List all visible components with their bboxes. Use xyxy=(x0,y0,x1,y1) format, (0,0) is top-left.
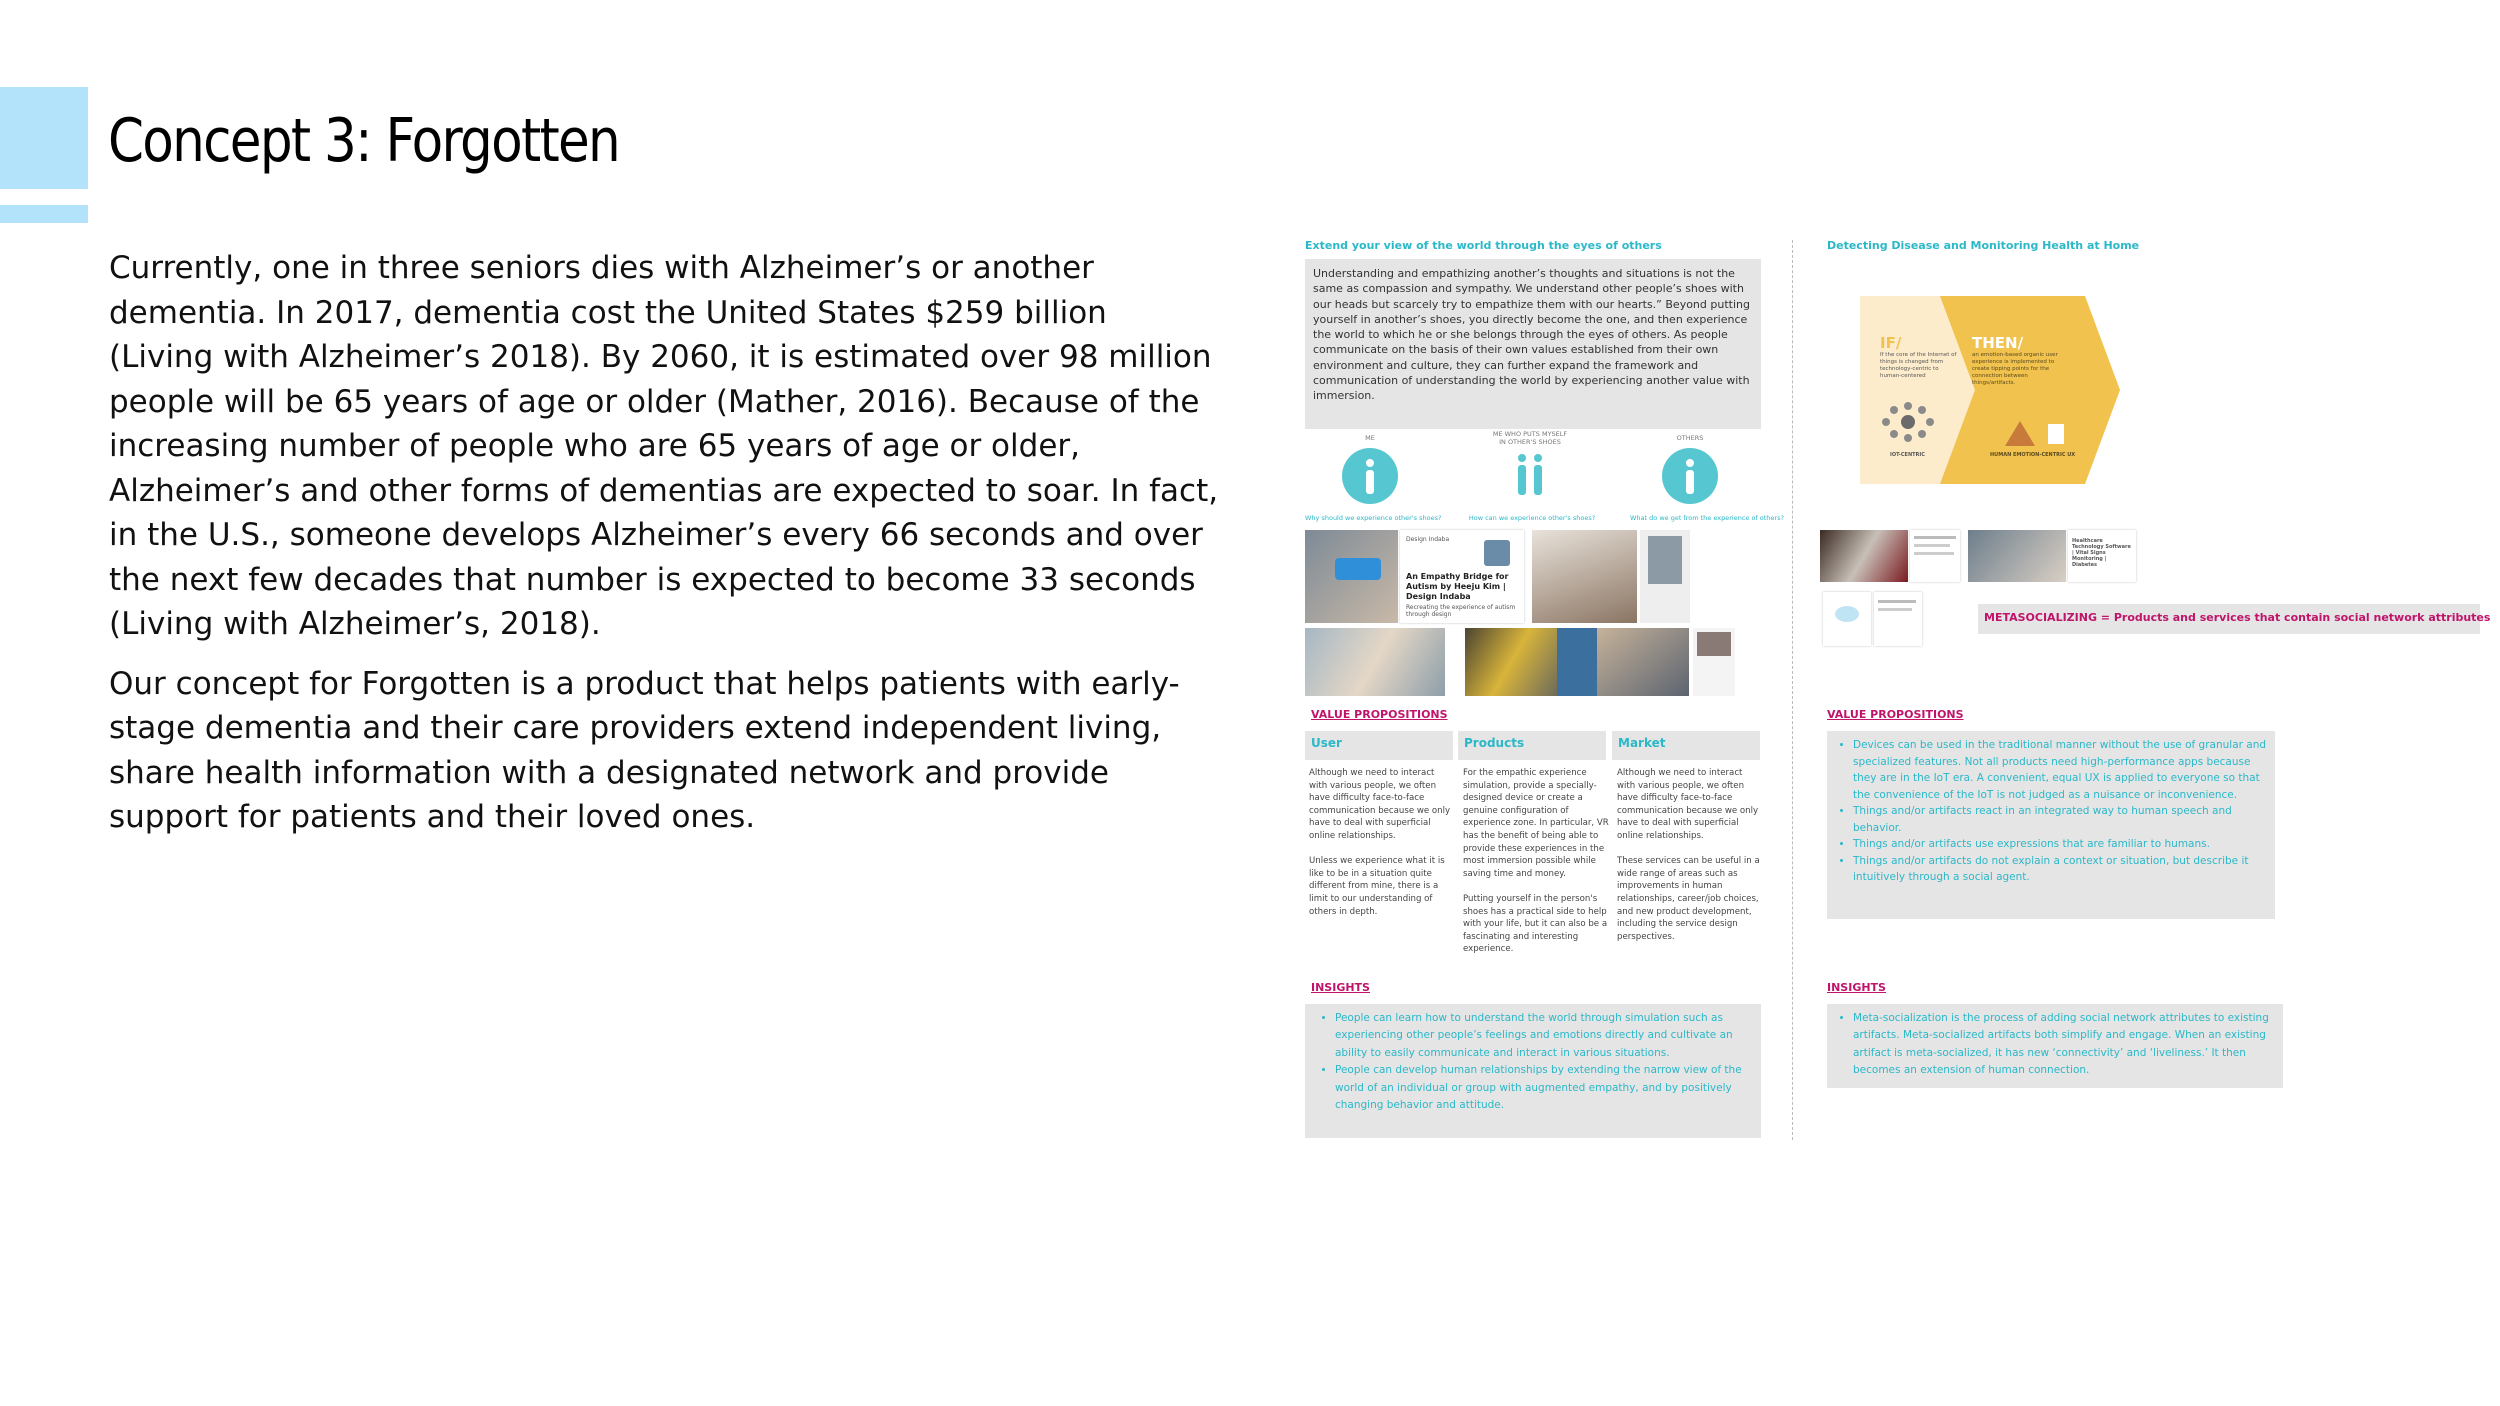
healthcare-card-title: Healthcare Technology Software | Vital Signs Monitoring | Diabetes xyxy=(2072,538,2131,568)
left-insight-1: • People can learn how to understand the world through simulation such as experiencing other people’s feelings and emotions directly and cultivate an ability to easily communicate and interact in various situations. xyxy=(1335,1010,1755,1062)
if-label: IF/ xyxy=(1880,334,1902,352)
column-head-user: User xyxy=(1305,731,1453,760)
figure-question-3: What do we get from the experience of others? xyxy=(1630,514,1784,522)
figure-label-shoes: ME WHO PUTS MYSELF IN OTHER'S SHOES xyxy=(1492,430,1568,446)
if-text: If the core of the Internet of things is changed from technology-centric to human-centered xyxy=(1880,352,1957,379)
left-insights-box xyxy=(1305,1004,1761,1138)
poster-left-intro: Understanding and empathizing another’s thoughts and situations is not the same as compassion and sympathy. We understand other people’s shoes with our heads but scarcely try to empathize them with our hearts.” Beyond putting yourself in another’s shoes, you directly become the one, and then experience the world to which he or she belongs through the eyes of others. As people communicate on the basis of their own values established from their own environment and culture, they can further expand the framework and communication of understanding the world by experiencing another value with immersion. xyxy=(1305,259,1761,429)
left-value-propositions-heading: VALUE PROPOSITIONS xyxy=(1311,708,1448,721)
card-subtitle: Recreating the experience of autism through design xyxy=(1406,604,1516,618)
left-insights-heading: INSIGHTS xyxy=(1311,981,1370,994)
vr-user-photo xyxy=(1597,628,1689,696)
right-value-propositions-heading: VALUE PROPOSITIONS xyxy=(1827,708,1964,721)
empathy-photo-2 xyxy=(1640,530,1690,623)
column-head-market: Market xyxy=(1612,731,1760,760)
figure-question-1: Why should we experience other's shoes? xyxy=(1305,514,1442,522)
right-vp-4: • Things and/or artifacts do not explain a context or situation, but describe it intuitively through a social agent. xyxy=(1853,853,2269,886)
right-insight-1: • Meta-socialization is the process of adding social network attributes to existing artifacts. Meta-socialized artifacts both simplify and engage. When an existing artifact is meta-socialized, it has new ‘connectivity’ and ‘liveliness.’ It then becomes an extension of human connection. xyxy=(1853,1010,2277,1080)
healthcare-card xyxy=(2068,530,2136,582)
poster-left-title: Extend your view of the world through the eyes of others xyxy=(1305,239,1662,252)
card-source: Design Indaba xyxy=(1406,536,1450,543)
card-title: An Empathy Bridge for Autism by Heeju Kim | Design Indaba xyxy=(1406,572,1509,601)
vr-headset-photo xyxy=(1305,530,1398,623)
poster-right-title: Detecting Disease and Monitoring Health at Home xyxy=(1827,239,2140,252)
right-insights-box xyxy=(1827,1004,2283,1088)
classroom-photo xyxy=(1305,628,1445,696)
column-head-products: Products xyxy=(1458,731,1606,760)
figure-label-me: ME xyxy=(1365,434,1375,442)
person-icon-others xyxy=(1662,448,1718,504)
device-photo xyxy=(1823,592,1871,646)
left-insight-2: • People can develop human relationships by extending the narrow view of the world of an individual or group with augmented empathy, and by positively changing behavior and attitude. xyxy=(1335,1062,1755,1114)
column-text-user: Although we need to interact with various people, we often have difficulty face-to-face communication because we only have to deal with superficial online relationships. Unless we experience what it is like to be in a situation quite different from mine, there is a limit to our understanding of others in depth. xyxy=(1309,768,1451,917)
gallery-photo xyxy=(1465,628,1557,696)
then-label: THEN/ xyxy=(1972,334,2024,352)
if-then-diagram xyxy=(1860,296,2120,484)
right-vp-2: • Things and/or artifacts react in an integrated way to human speech and behavior. xyxy=(1853,803,2269,836)
paragraph-2: Our concept for Forgotten is a product that helps patients with early-stage dementia and their care providers extend independent living, share health information with a designated network and provide support for patients and their loved ones. xyxy=(109,665,1180,835)
figure-label-others: OTHERS xyxy=(1676,434,1704,442)
person-icon-me xyxy=(1342,448,1398,504)
article-card-1 xyxy=(1910,530,1960,582)
empathy-photo-1 xyxy=(1532,530,1637,623)
column-text-products: For the empathic experience simulation, provide a specially- designed device or create a genuine configuration of experience zone. In particular, VR has the benefit of being able to provide these experiences in the most immersion possible while saving time and money. Putting yourself in the person's shoes has a practical side to help with your life, but it can also be a fascinating and interesting experience. xyxy=(1463,768,1609,955)
human-label: HUMAN EMOTION-CENTRIC UX xyxy=(1990,452,2076,458)
right-vp-1: • Devices can be used in the traditional manner without the use of granular and specialized features. Not all products need high-performance apps because they are in the IoT era. A convenient, equal UX is applied to everyone so that the convenience of the IoT is not judged as a nuisance or inconvenience. xyxy=(1853,737,2269,803)
accent-block-bottom xyxy=(0,205,88,223)
elder-photo xyxy=(1968,530,2066,582)
iot-label: IOT-CENTRIC xyxy=(1890,452,1925,458)
body-text xyxy=(109,246,1219,855)
home-photo xyxy=(1820,530,1908,582)
poster-divider xyxy=(1792,240,1793,1140)
column-text-market: Although we need to interact with various people, we often have difficulty face-to-face communication because we only have to deal with superficial online relationships. These services can be useful in a wide range of areas such as improvements in human relationships, career/job choices, and new product development, including the service design perspectives. xyxy=(1617,768,1760,942)
slide-title: Concept 3: Forgotten xyxy=(108,106,619,176)
blue-photo xyxy=(1557,628,1597,696)
metasocializing-banner: METASOCIALIZING = Products and services that contain social network attributes xyxy=(1978,604,2480,634)
paragraph-1: Currently, one in three seniors dies with Alzheimer’s or another dementia. In 2017, dementia cost the United States $259 billion (Living with Alzheimer’s 2018). By 2060, it is estimated over 98 million people will be 65 years of age or older (Mather, 2016). Because of the increasing number of people who are 65 years of age or older, Alzheimer’s and other forms of dementias are expected to soar. In fact, in the U.S., someone develops Alzheimer’s every 66 seconds and over the next few decades that number is expected to become 33 seconds (Living with Alzheimer’s, 2018). xyxy=(109,250,1219,642)
figure-question-2: How can we experience other's shoes? xyxy=(1468,514,1596,522)
person-pair-icon xyxy=(1502,448,1558,504)
article-card-2 xyxy=(1874,592,1922,646)
design-indaba-card xyxy=(1400,530,1524,623)
right-vp-3: • Things and/or artifacts use expressions that are familiar to humans. xyxy=(1853,836,2269,853)
then-text: an emotion-based organic user experience is implemented to create tipping points for the connection between things/artifacts. xyxy=(1972,352,2058,386)
article-thumb xyxy=(1693,628,1735,696)
right-insights-heading: INSIGHTS xyxy=(1827,981,1886,994)
right-value-propositions-box xyxy=(1827,731,2275,919)
accent-block-top xyxy=(0,87,88,189)
